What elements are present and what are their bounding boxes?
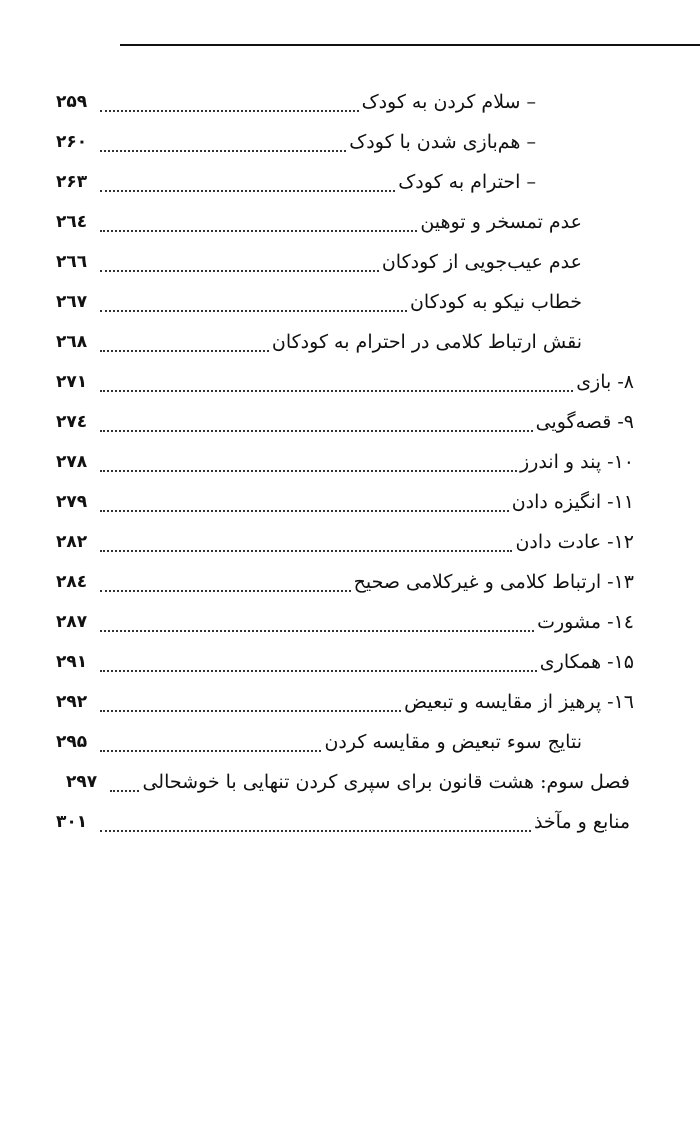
toc-entry[interactable] <box>0 444 700 484</box>
dot-leader <box>100 190 395 192</box>
toc-entry-title: ۱۲- عادت دادن <box>512 528 634 556</box>
toc-entry-page: ۲۵۹ <box>56 92 88 112</box>
toc-entry[interactable] <box>0 164 700 204</box>
toc-entry-page: ۲۹۱ <box>56 652 88 672</box>
toc-entry-title: منابع و مآخذ <box>531 808 630 836</box>
toc-entry-title: عدم عیب‌جویی از کودکان <box>379 248 582 276</box>
dot-leader <box>100 830 531 832</box>
toc-entry-title: عدم تمسخر و توهین <box>417 208 582 236</box>
toc-entry[interactable] <box>0 204 700 244</box>
toc-entry-page: ۲۶۳ <box>56 172 88 192</box>
dot-leader <box>100 430 533 432</box>
toc-entry[interactable] <box>0 124 700 164</box>
toc-entry-page: ۲۷۹ <box>56 492 88 512</box>
toc-entry-bibliography[interactable] <box>0 804 700 844</box>
toc-entry-page: ۲۸۲ <box>56 532 88 552</box>
toc-entry[interactable] <box>0 284 700 324</box>
toc-entry-page: ۲۸۷ <box>56 612 88 632</box>
dot-leader <box>100 670 537 672</box>
toc-entry-title: ۹- قصه‌گویی <box>533 408 634 436</box>
toc-entry-page: ۲۸٤ <box>56 572 88 592</box>
toc-entry-page: ۲٦٤ <box>56 212 88 232</box>
dot-leader <box>100 150 346 152</box>
toc-entry-page: ۲۷۸ <box>56 452 88 472</box>
dot-leader <box>100 750 321 752</box>
toc-entry-title: نقش ارتباط کلامی در احترام به کودکان <box>269 328 582 356</box>
toc-entry[interactable] <box>0 244 700 284</box>
toc-entry[interactable] <box>0 404 700 444</box>
toc-entry-title: خطاب نیکو به کودکان <box>407 288 582 316</box>
dot-leader <box>100 510 509 512</box>
toc-entry-title: ۱۳- ارتباط کلامی و غیرکلامی صحیح <box>351 568 634 596</box>
toc-entry-title: ۱٤- مشورت <box>534 608 634 636</box>
dot-leader <box>100 590 351 592</box>
dot-leader <box>100 390 573 392</box>
dot-leader <box>100 710 401 712</box>
dot-leader <box>100 550 512 552</box>
toc-entry-page: ۲٦٧ <box>56 292 88 312</box>
toc-entry-title: – سلام کردن به کودک <box>359 88 536 116</box>
toc-entry[interactable] <box>0 604 700 644</box>
toc-entry-page: ۲۹۷ <box>66 772 98 792</box>
toc-entry-page: ۲۷٤ <box>56 412 88 432</box>
toc-entry[interactable] <box>0 564 700 604</box>
dot-leader <box>100 470 517 472</box>
toc-entry-title: – هم‌بازی شدن با کودک <box>346 128 536 156</box>
toc-entry[interactable] <box>0 324 700 364</box>
toc-entry-page: ۲۹۵ <box>56 732 88 752</box>
toc-entry-title: – احترام به کودک <box>395 168 536 196</box>
toc-entry-title: فصل سوم: هشت قانون برای سپری کردن تنهایی با خوشحالی <box>139 768 630 796</box>
header-rule <box>120 44 700 46</box>
dot-leader <box>100 110 359 112</box>
toc-entry-page: ۲۹۲ <box>56 692 88 712</box>
toc-entry[interactable] <box>0 84 700 124</box>
toc-entry[interactable] <box>0 644 700 684</box>
toc-entry-page: ۲٦۸ <box>56 332 88 352</box>
toc-entry-title: ۸- بازی <box>573 368 634 396</box>
toc-entry[interactable] <box>0 484 700 524</box>
toc-entry-page: ۲۷۱ <box>56 372 88 392</box>
dot-leader <box>100 230 417 232</box>
dot-leader <box>100 310 407 312</box>
toc-entry-page: ۳۰۱ <box>56 812 88 832</box>
toc-entry[interactable] <box>0 724 700 764</box>
toc-entry-chapter[interactable] <box>0 764 700 804</box>
dot-leader <box>100 270 379 272</box>
toc-entry[interactable] <box>0 524 700 564</box>
toc-entry-page: ۲٦٦ <box>56 252 88 272</box>
dot-leader <box>100 350 269 352</box>
dot-leader <box>110 790 139 792</box>
toc-entry[interactable] <box>0 684 700 724</box>
table-of-contents <box>0 84 700 844</box>
dot-leader <box>100 630 534 632</box>
toc-entry-title: ۱۱- انگیزه دادن <box>509 488 634 516</box>
toc-entry-title: ۱٦- پرهیز از مقایسه و تبعیض <box>401 688 634 716</box>
toc-entry-title: نتایج سوء تبعیض و مقایسه کردن <box>321 728 582 756</box>
toc-entry[interactable] <box>0 364 700 404</box>
toc-entry-title: ۱۵- همکاری <box>537 648 634 676</box>
toc-entry-title: ۱۰- پند و اندرز <box>517 448 634 476</box>
toc-entry-page: ۲۶۰ <box>56 132 88 152</box>
